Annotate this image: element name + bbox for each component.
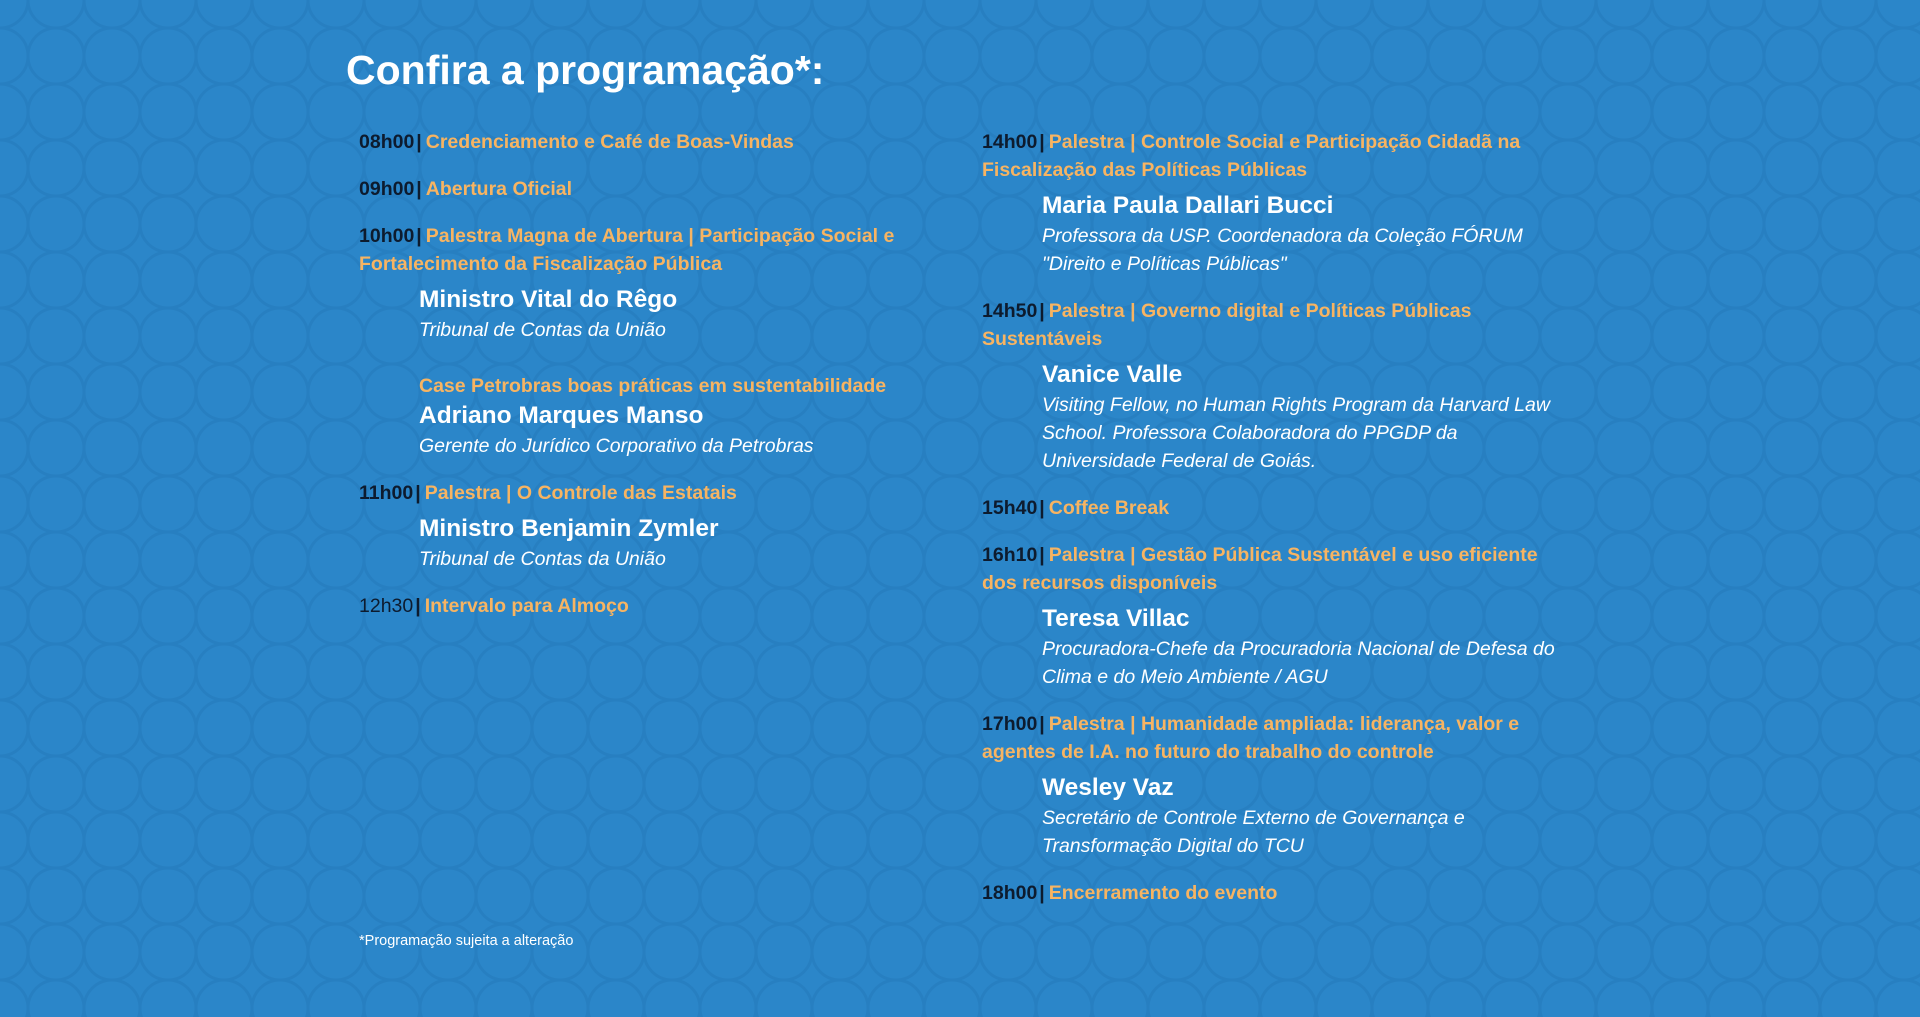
speaker-role: Procuradora-Chefe da Procuradoria Nacional de Defesa do Clima e do Meio Ambiente / AGU <box>1042 638 1555 688</box>
schedule-item <box>982 494 1562 522</box>
schedule-item <box>359 479 929 573</box>
schedule-item <box>982 541 1562 691</box>
schedule-separator: | <box>1039 882 1045 904</box>
page-title: Confira a programação*: <box>346 47 825 93</box>
schedule-item-heading <box>982 297 1562 353</box>
schedule-item <box>982 710 1562 860</box>
schedule-item-heading <box>359 592 929 620</box>
schedule-item-heading <box>359 479 929 507</box>
schedule-item <box>982 128 1562 278</box>
schedule-item-heading <box>982 494 1562 522</box>
schedule-title: Abertura Oficial <box>425 178 573 200</box>
schedule-title: Palestra | Humanidade ampliada: liderança, valor e agentes de I.A. no futuro do trabalho do controle <box>982 713 1520 763</box>
schedule-separator: | <box>415 482 421 504</box>
schedule-item-heading <box>359 175 929 203</box>
case-title: Case Petrobras boas práticas em sustentabilidade <box>419 375 887 397</box>
schedule-time: 12h30 <box>359 595 414 617</box>
speaker-role: Visiting Fellow, no Human Rights Program da Harvard Law School. Professora Colaboradora do PPGDP da Universidade Federal de Goiás. <box>1042 394 1550 472</box>
schedule-time: 15h40 <box>982 497 1038 519</box>
schedule-item <box>982 297 1562 475</box>
schedule-item-heading <box>359 128 929 156</box>
schedule-item <box>359 592 929 620</box>
speaker-name: Maria Paula Dallari Bucci <box>1042 192 1334 219</box>
schedule-time: 14h00 <box>982 131 1038 153</box>
schedule-separator: | <box>416 225 422 247</box>
schedule-item-heading <box>359 222 929 278</box>
speaker-name: Ministro Benjamin Zymler <box>419 515 719 542</box>
speaker-name: Ministro Vital do Rêgo <box>419 286 678 313</box>
schedule-time: 10h00 <box>359 225 415 247</box>
speaker-name: Adriano Marques Manso <box>419 402 704 429</box>
schedule-separator: | <box>416 178 422 200</box>
schedule-item <box>359 128 929 156</box>
schedule-title: Credenciamento e Café de Boas-Vindas <box>425 131 794 153</box>
schedule-column-left <box>359 128 929 639</box>
speaker-block <box>419 513 929 573</box>
schedule-time: 08h00 <box>359 131 415 153</box>
schedule-title: Palestra | Gestão Pública Sustentável e uso eficiente dos recursos disponíveis <box>982 544 1538 594</box>
speaker-block <box>419 372 929 460</box>
schedule-title: Coffee Break <box>1048 497 1170 519</box>
footnote: *Programação sujeita a alteração <box>359 933 574 949</box>
schedule-separator: | <box>416 131 422 153</box>
schedule-time: 17h00 <box>982 713 1038 735</box>
speaker-role: Secretário de Controle Externo de Governança e Transformação Digital do TCU <box>1042 807 1465 857</box>
speaker-role: Tribunal de Contas da União <box>419 548 666 570</box>
schedule-title: Palestra Magna de Abertura | Participação Social e Fortalecimento da Fiscalização Pública <box>359 225 895 275</box>
speaker-name: Teresa Villac <box>1042 605 1190 632</box>
schedule-separator: | <box>1039 713 1045 735</box>
schedule-time: 16h10 <box>982 544 1038 566</box>
schedule-separator: | <box>1039 497 1045 519</box>
schedule-separator: | <box>1039 131 1045 153</box>
schedule-item-heading <box>982 128 1562 184</box>
schedule-separator: | <box>415 595 421 617</box>
schedule-item <box>982 879 1562 907</box>
speaker-block <box>1042 772 1562 860</box>
schedule-separator: | <box>1039 300 1045 322</box>
speaker-block <box>1042 603 1562 691</box>
schedule-separator: | <box>1039 544 1045 566</box>
schedule-title: Palestra | Governo digital e Políticas Públicas Sustentáveis <box>982 300 1472 350</box>
speaker-role: Professora da USP. Coordenadora da Coleção FÓRUM "Direito e Políticas Públicas" <box>1042 225 1523 275</box>
schedule-title: Palestra | O Controle das Estatais <box>424 482 737 504</box>
schedule-item-heading <box>982 541 1562 597</box>
speaker-name: Wesley Vaz <box>1042 774 1174 801</box>
speaker-role: Tribunal de Contas da União <box>419 319 666 341</box>
speaker-block <box>1042 190 1562 278</box>
schedule-title: Intervalo para Almoço <box>424 595 629 617</box>
speaker-block <box>1042 359 1562 475</box>
schedule-item-heading <box>982 879 1562 907</box>
schedule-item-heading <box>982 710 1562 766</box>
schedule-title: Palestra | Controle Social e Participação Cidadã na Fiscalização das Políticas Públicas <box>982 131 1521 181</box>
schedule-column-right <box>982 128 1562 926</box>
schedule-time: 11h00 <box>359 482 414 504</box>
speaker-name: Vanice Valle <box>1042 361 1183 388</box>
schedule-time: 18h00 <box>982 882 1038 904</box>
speaker-role: Gerente do Jurídico Corporativo da Petrobras <box>419 435 814 457</box>
schedule-item <box>359 222 929 460</box>
speaker-block <box>419 284 929 344</box>
schedule-title: Encerramento do evento <box>1048 882 1278 904</box>
schedule-item <box>359 175 929 203</box>
schedule-time: 09h00 <box>359 178 415 200</box>
schedule-time: 14h50 <box>982 300 1038 322</box>
